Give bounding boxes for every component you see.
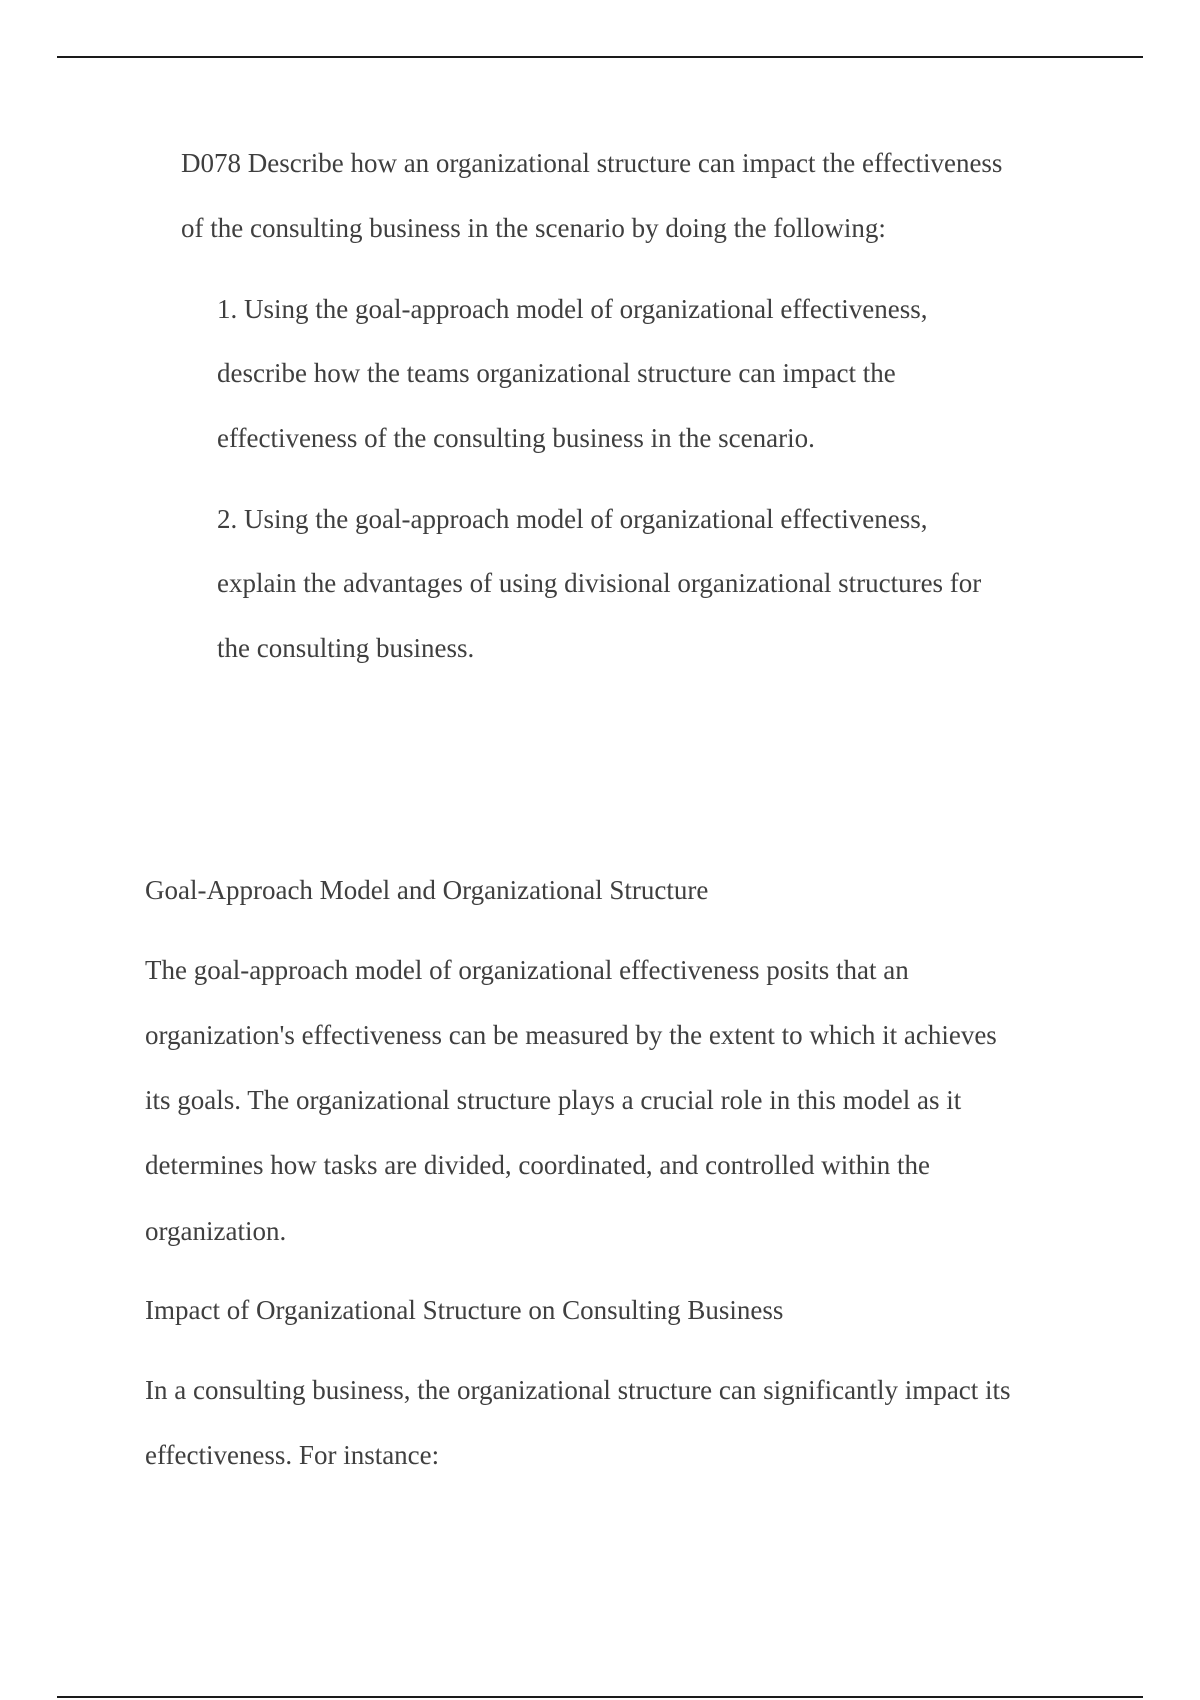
section-1-line-3: its goals. The organizational structure plays a crucial role in this model as it xyxy=(145,1085,962,1115)
section-1-heading: Goal-Approach Model and Organizational Structure xyxy=(145,875,709,905)
section-2-heading: Impact of Organizational Structure on Consulting Business xyxy=(145,1295,784,1325)
task-2-line-1: 2. Using the goal-approach model of organizational effectiveness, xyxy=(217,504,928,534)
task-1-line-1: 1. Using the goal-approach model of organizational effectiveness, xyxy=(217,294,928,324)
prompt-line-1: D078 Describe how an organizational structure can impact the effectiveness xyxy=(181,148,1003,178)
task-1-line-3: effectiveness of the consulting business in the scenario. xyxy=(217,423,815,453)
section-1-line-2: organization's effectiveness can be measured by the extent to which it achieves xyxy=(145,1020,997,1050)
task-1-line-2: describe how the teams organizational structure can impact the xyxy=(217,358,896,388)
task-2-line-2: explain the advantages of using divisional organizational structures for xyxy=(217,568,982,598)
section-1-line-1: The goal-approach model of organizational effectiveness posits that an xyxy=(145,955,909,985)
bottom-rule xyxy=(57,1696,1143,1698)
top-rule xyxy=(57,56,1143,58)
section-1-line-5: organization. xyxy=(145,1216,287,1246)
prompt-line-2: of the consulting business in the scenario by doing the following: xyxy=(181,213,886,243)
section-1-line-4: determines how tasks are divided, coordinated, and controlled within the xyxy=(145,1150,931,1180)
section-2-line-2: effectiveness. For instance: xyxy=(145,1440,440,1470)
section-2-line-1: In a consulting business, the organizational structure can significantly impact its xyxy=(145,1375,1011,1405)
task-2-line-3: the consulting business. xyxy=(217,633,475,663)
